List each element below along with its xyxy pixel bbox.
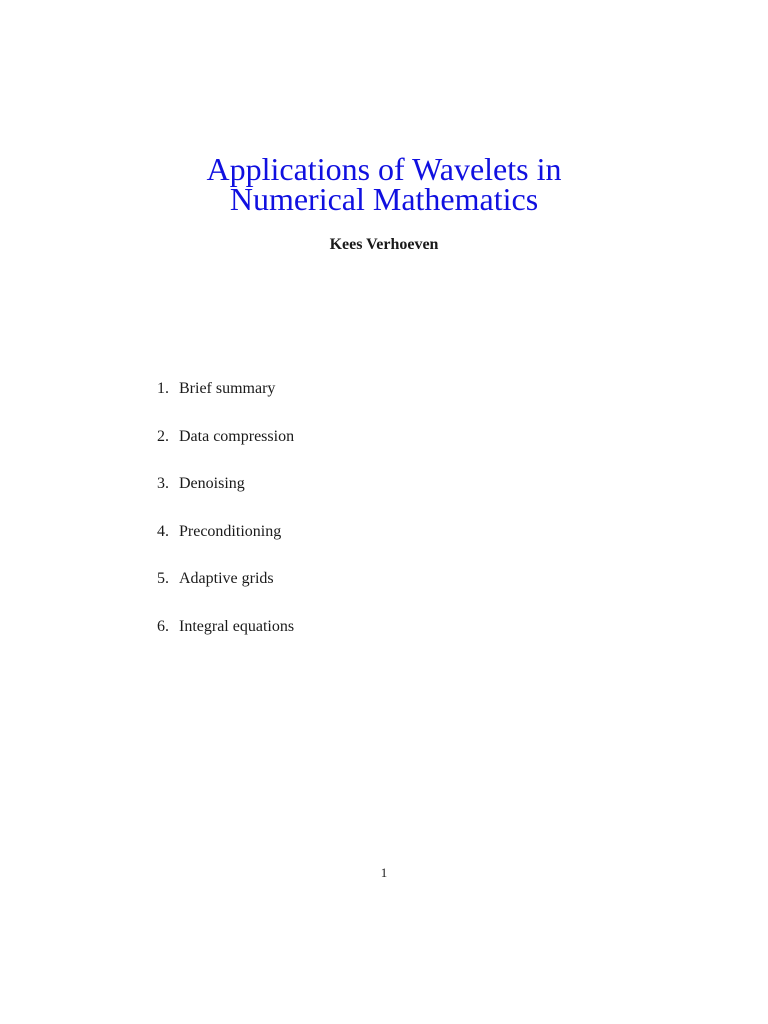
- toc-item-number: 3.: [157, 475, 169, 493]
- toc-item-number: 5.: [157, 570, 169, 588]
- toc-item-label: Data compression: [179, 427, 295, 445]
- toc-item-number: 6.: [157, 617, 169, 635]
- toc-item-label: Brief summary: [179, 380, 276, 397]
- author-name: Kees Verhoeven: [329, 236, 439, 253]
- toc-item: [157, 616, 294, 664]
- toc-item: [157, 568, 294, 616]
- toc-item-number: 2.: [157, 427, 169, 445]
- toc-item-label: Denoising: [179, 475, 245, 493]
- toc-item-number: 1.: [157, 380, 169, 397]
- title-line-2: Numerical Mathematics: [229, 181, 539, 217]
- toc-item: [157, 521, 294, 569]
- toc-item: [157, 378, 294, 426]
- document-title: [0, 151, 768, 217]
- toc-item-label: Preconditioning: [179, 522, 282, 540]
- toc-item-label: Integral equations: [179, 617, 295, 635]
- toc-item: [157, 473, 294, 521]
- toc-item-number: 4.: [157, 522, 169, 540]
- toc-item-label: Adaptive grids: [179, 570, 274, 588]
- toc-item: [157, 426, 294, 474]
- title-line-1: Applications of Wavelets in: [206, 151, 562, 187]
- table-of-contents: [157, 378, 294, 664]
- page-number: 1: [380, 865, 388, 880]
